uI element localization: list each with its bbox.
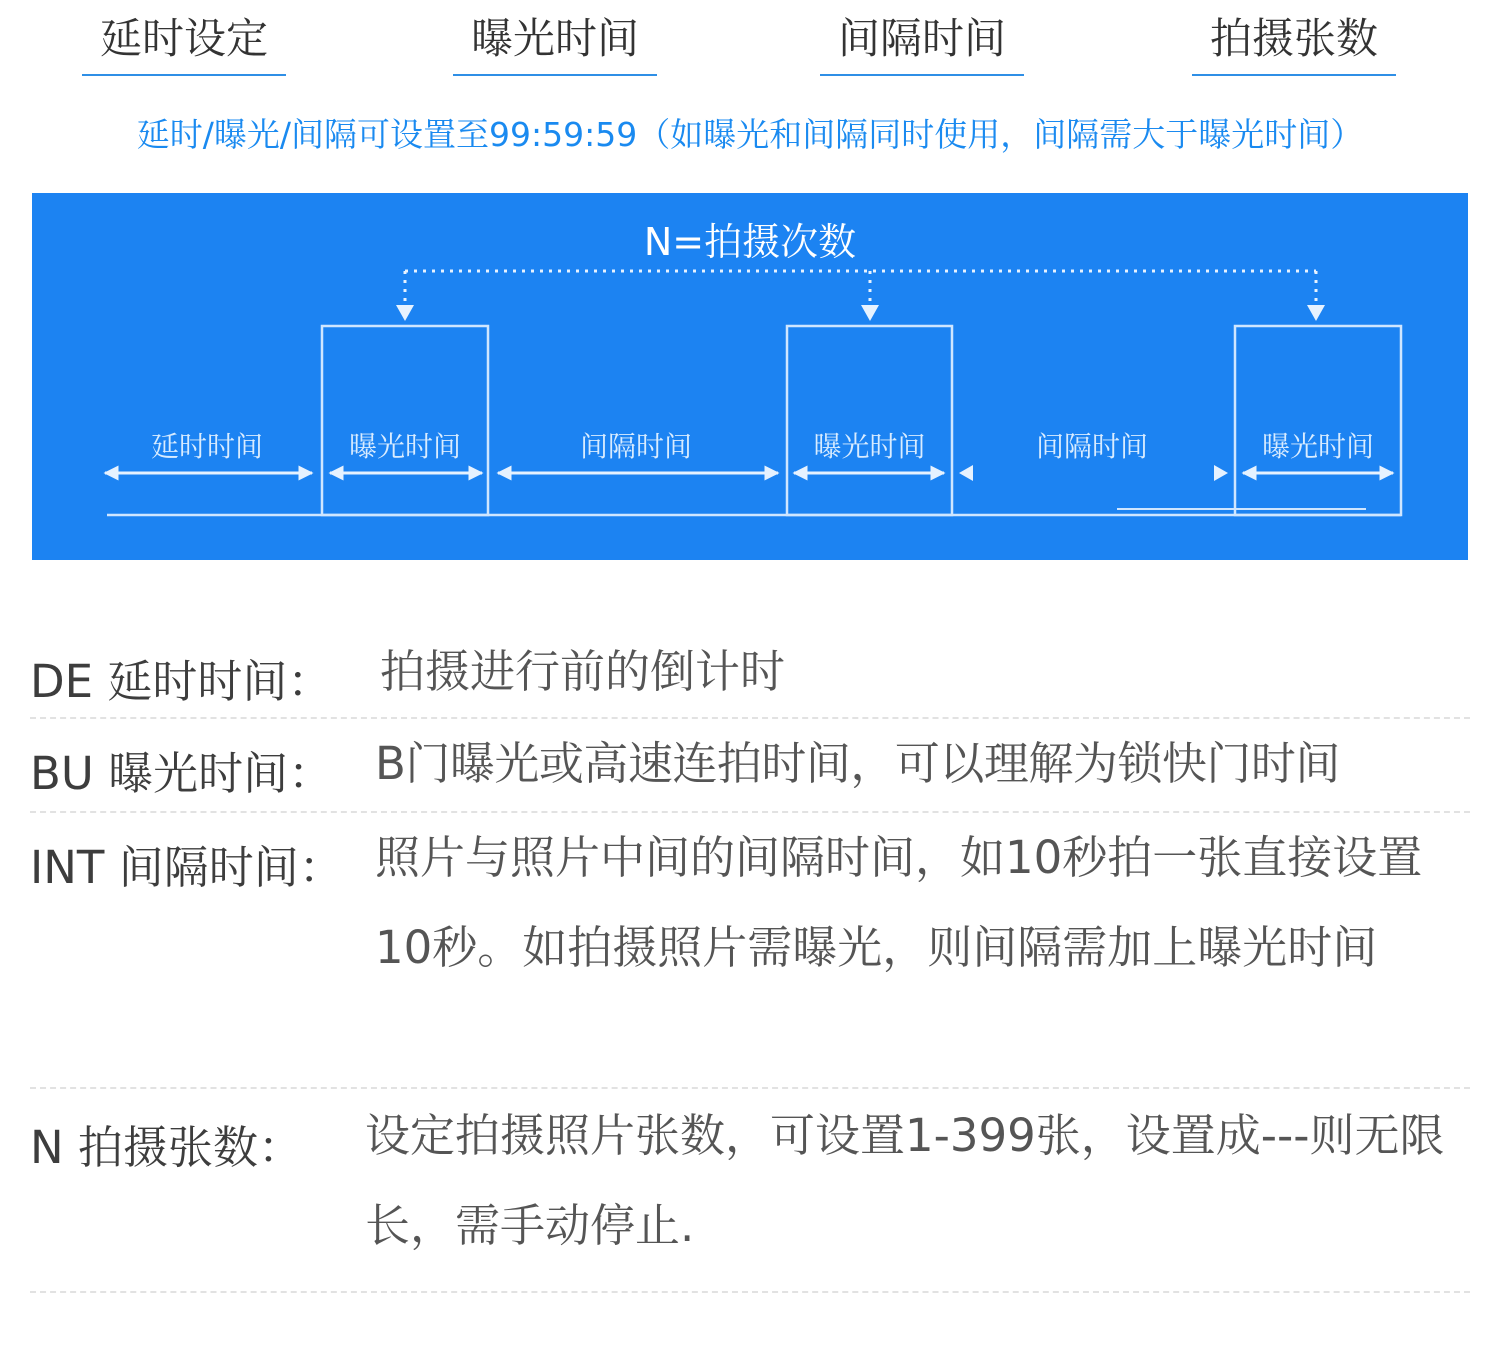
timing-diagram [32, 193, 1468, 560]
definition-desc: B门曝光或高速连拍时间，可以理解为锁快门时间 [375, 737, 1340, 790]
tab-underline [1192, 74, 1396, 76]
definition-desc: 设定拍摄照片张数，可设置1-399张，设置成---则无限长，需手动停止. [365, 1109, 1445, 1252]
tab-underline [453, 74, 657, 76]
tab-shot-count-label: 拍摄张数 [1209, 14, 1378, 63]
definition-row [30, 625, 1470, 719]
tab-delay[interactable] [82, 8, 286, 76]
definition-term: INT 间隔时间： [30, 841, 344, 894]
exposure-box [1235, 326, 1401, 515]
definition-desc: 拍摄进行前的倒计时 [380, 645, 786, 698]
exposure-label: 曝光时间 [348, 430, 461, 463]
definition-term: DE 延时时间： [30, 655, 333, 708]
loop-arrowhead [861, 305, 879, 321]
exposure-label: 曝光时间 [813, 430, 926, 463]
settings-note: 延时/曝光/间隔可设置至99:59:59（如曝光和间隔同时使用，间隔需大于曝光时间） [136, 115, 1364, 154]
loop-arrowheads [396, 305, 1325, 321]
exposure-label: 曝光时间 [1261, 430, 1374, 463]
definition-row [30, 1089, 1470, 1293]
repeat-loop [405, 271, 1316, 311]
definition-term: BU 曝光时间： [30, 747, 334, 800]
tab-shot-count[interactable] [1192, 8, 1396, 76]
interval-label: 间隔时间 [1035, 430, 1148, 463]
tab-exposure[interactable] [453, 8, 657, 76]
loop-arrowhead [396, 305, 414, 321]
interval-label: 间隔时间 [579, 430, 692, 463]
tab-interval[interactable] [820, 8, 1024, 76]
tab-delay-label: 延时设定 [99, 14, 268, 63]
definition-desc: 照片与照片中间的间隔时间，如10秒拍一张直接设置10秒。如拍摄照片需曝光，则间隔需加上曝光时间 [375, 831, 1423, 974]
interval-arrowheads [959, 465, 1228, 481]
diagram-title: N=拍摄次数 [643, 220, 857, 264]
definitions-list [30, 625, 1470, 1293]
tab-underline [820, 74, 1024, 76]
tab-bar [0, 0, 1500, 90]
definition-row [30, 719, 1470, 813]
tab-exposure-label: 曝光时间 [470, 14, 639, 63]
interval-arrowhead-right [1214, 465, 1228, 481]
delay-label: 延时时间 [150, 430, 263, 463]
exposure-box [322, 326, 488, 515]
definition-term: N 拍摄张数： [30, 1121, 303, 1174]
exposure-box [787, 326, 952, 515]
tab-underline [82, 74, 286, 76]
loop-arrowhead [1307, 305, 1325, 321]
interval-arrowhead-left [959, 465, 973, 481]
tab-interval-label: 间隔时间 [837, 14, 1006, 63]
definition-row [30, 813, 1470, 1089]
